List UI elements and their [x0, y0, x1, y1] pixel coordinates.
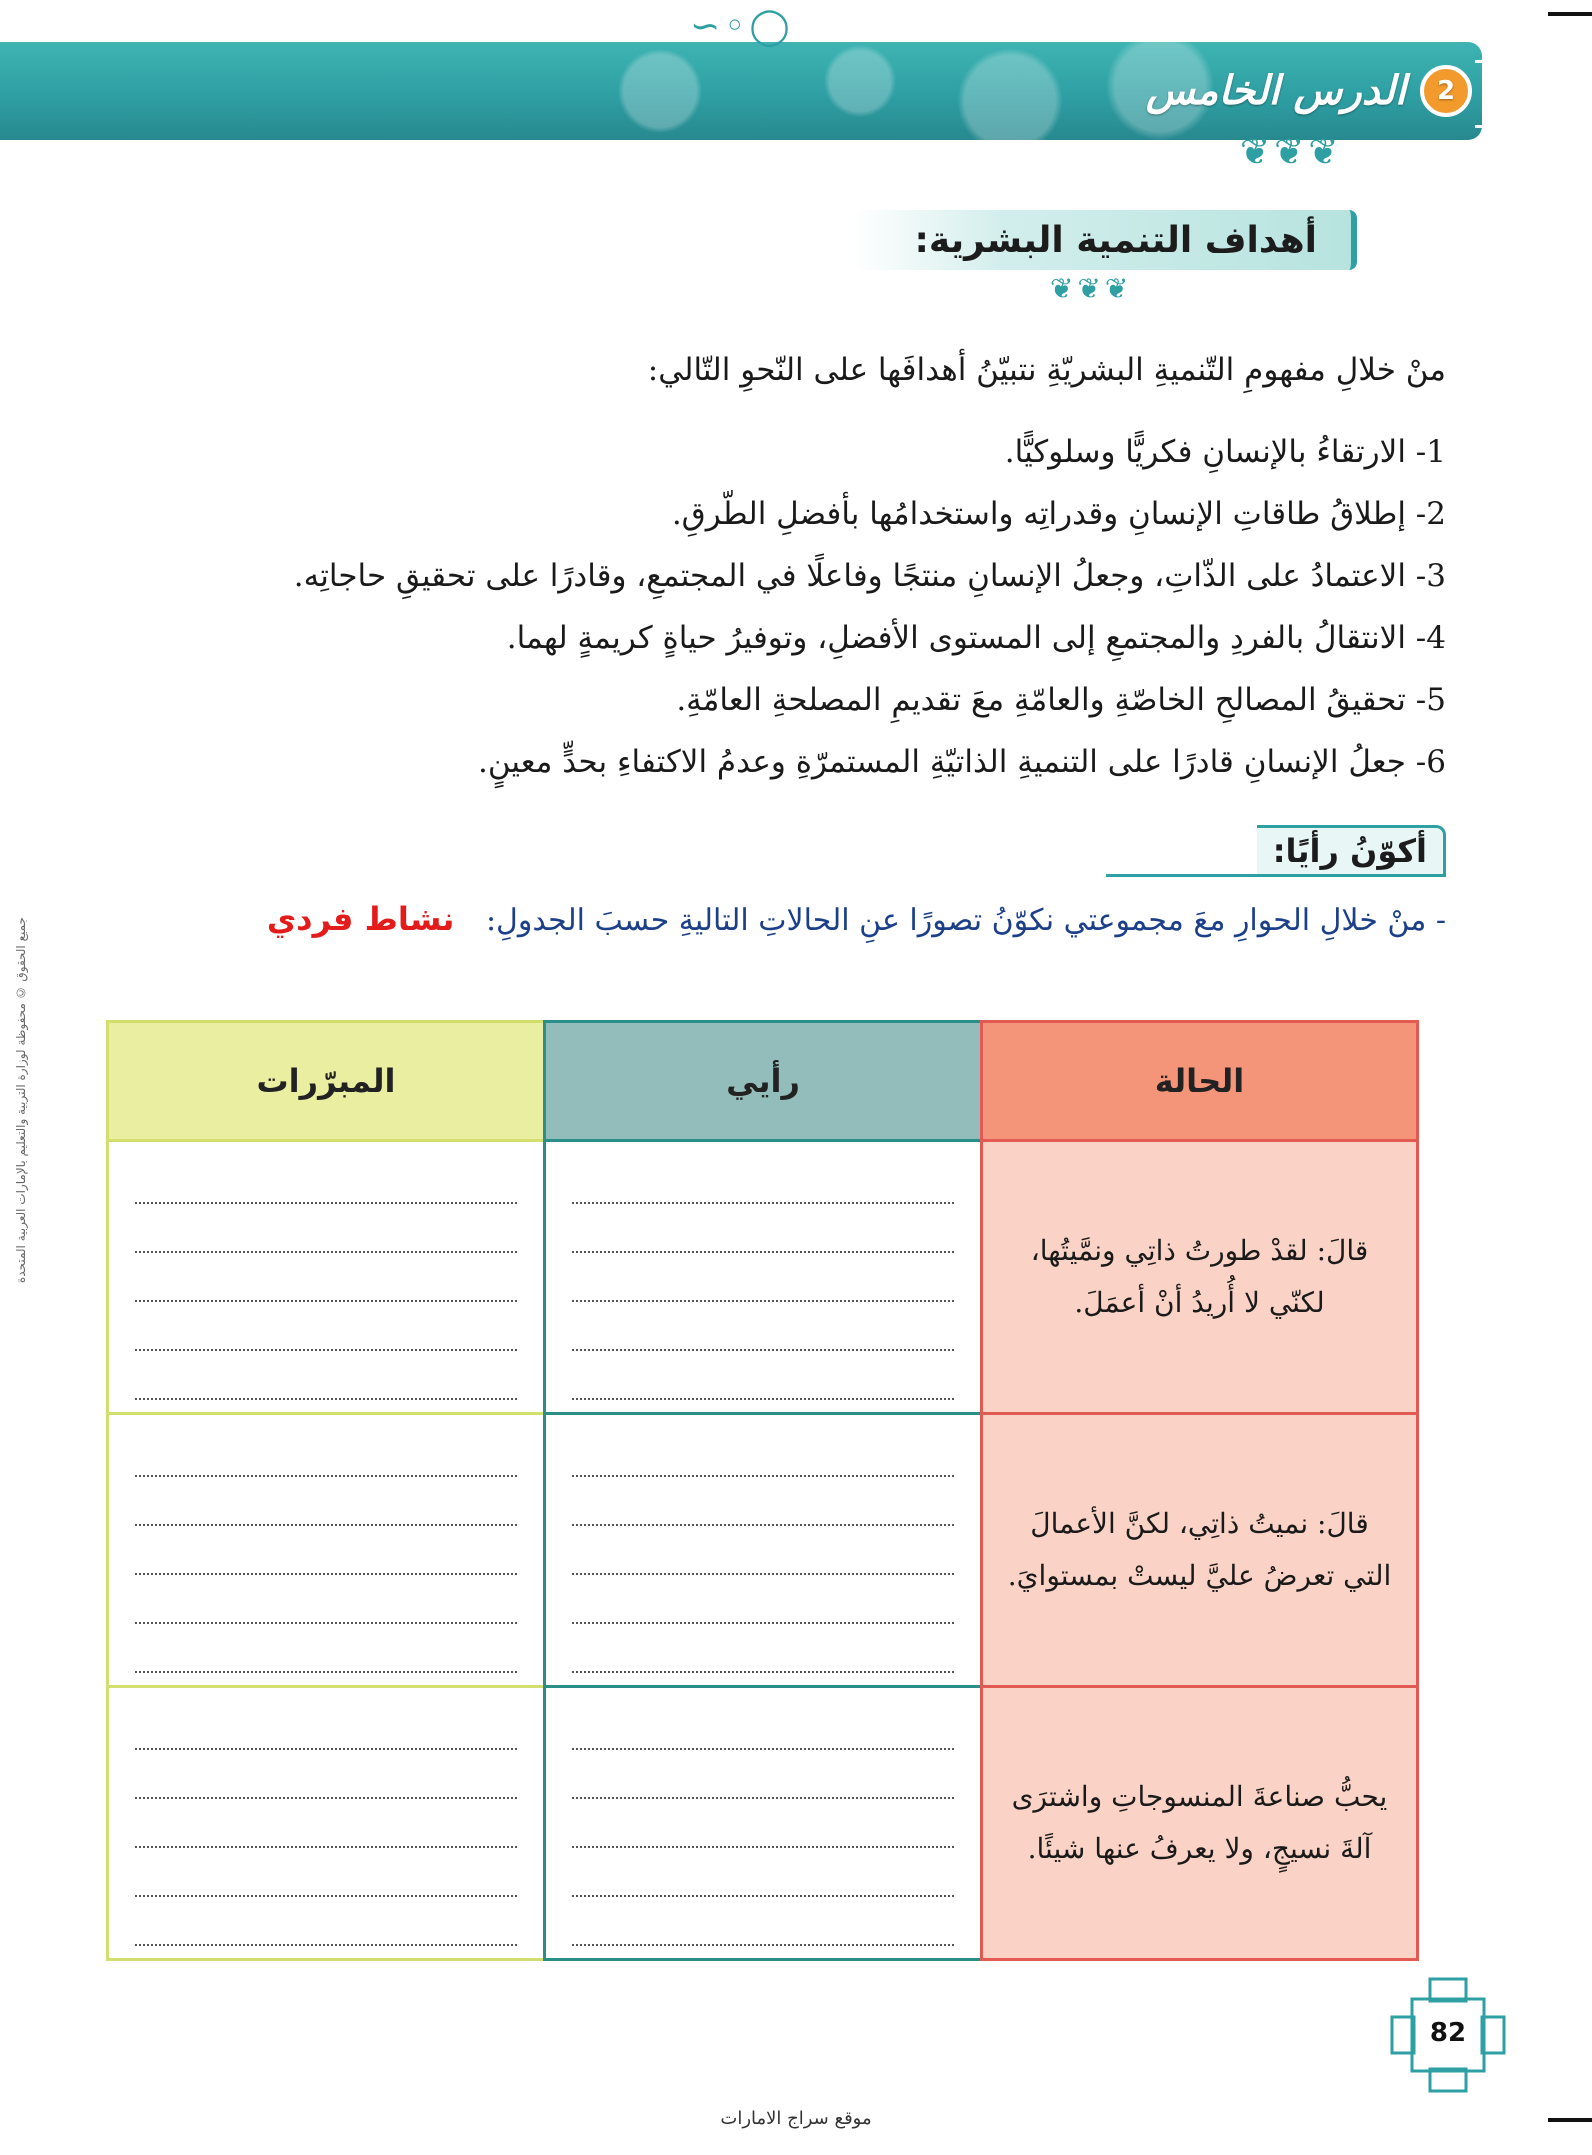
footer-site-name: موقع سراج الامارات: [720, 2108, 872, 2129]
table-header-row: [108, 1022, 1418, 1141]
header-case: الحالة: [982, 1022, 1418, 1141]
table-row: [108, 1414, 1418, 1687]
case-text-line: قالَ: لقدْ طورتُ ذاتِي ونمَّيتُها،: [1030, 1234, 1369, 1267]
goal-item-5: 5- تحقيقُ المصالحِ الخاصّةِ والعامّةِ معَ تقديمِ المصلحةِ العامّةِ.: [676, 682, 1446, 718]
case-cell: [982, 1414, 1418, 1687]
table-row: [108, 1687, 1418, 1960]
header-reasons: المبرّرات: [108, 1022, 545, 1141]
reasons-answer-cell[interactable]: [108, 1414, 545, 1687]
case-cell: [982, 1141, 1418, 1414]
header-bottom-ornament-icon: ❦❦❦: [1240, 132, 1343, 173]
case-text-line: قالَ: نميتُ ذاتِي، لكنَّ الأعمالَ: [1030, 1507, 1369, 1540]
reasons-answer-cell[interactable]: [108, 1141, 545, 1414]
goal-item-1: 1- الارتقاءُ بالإنسانِ فكريًّا وسلوكيًّا.: [1004, 434, 1446, 470]
lesson-title-text: الدرس الخامس: [1145, 68, 1406, 114]
table-row: [108, 1141, 1418, 1414]
reasons-answer-cell[interactable]: [108, 1687, 545, 1960]
goal-item-6: 6- جعلُ الإنسانِ قادرًا على التنميةِ الذاتيّةِ المستمرّةِ وعدمُ الاكتفاءِ بحدٍّ معينٍ.: [477, 744, 1446, 780]
section-heading: أهداف التنمية البشرية:: [854, 210, 1357, 270]
opinion-answer-cell[interactable]: [545, 1414, 982, 1687]
activity-instruction: [146, 900, 1446, 938]
header-bracket-icon: [1475, 60, 1492, 128]
opinion-heading-underline: [1106, 874, 1446, 877]
opinion-heading-label: أكوّنُ رأيًا:: [1257, 825, 1446, 874]
lesson-title: [1146, 42, 1472, 140]
header-ornament: [260, 42, 1260, 140]
opinion-heading: [446, 819, 1446, 877]
opinion-answer-cell[interactable]: [545, 1141, 982, 1414]
header-opinion: رأيي: [545, 1022, 982, 1141]
header-swirl-ornament-icon: ∽◦◯: [690, 6, 794, 47]
side-copyright-note: جميع الحقوق © محفوظة لوزارة التربية والتعليم بالإمارات العربية المتحدة: [14, 917, 28, 1283]
case-text-line: يحبُّ صناعةَ المنسوجاتِ واشترَى: [1011, 1780, 1388, 1813]
case-text-line: آلةَ نسيجٍ، ولا يعرفُ عنها شيئًا.: [1027, 1832, 1372, 1865]
goal-item-2: 2- إطلاقُ طاقاتِ الإنسانِ وقدراتِه واستخدامُها بأفضلِ الطّرقِ.: [671, 496, 1446, 532]
edge-mark-top: [1548, 12, 1592, 16]
page-number: 82: [1429, 2018, 1467, 2048]
case-text-line: التي تعرضُ عليَّ ليستْ بمستوايَ.: [1007, 1559, 1392, 1592]
case-cell: [982, 1687, 1418, 1960]
intro-paragraph: منْ خلالِ مفهومِ التّنميةِ البشريّةِ نتبيّنُ أهدافَها على النّحوِ التّالي:: [647, 352, 1446, 388]
goal-item-3: 3- الاعتمادُ على الذّاتِ، وجعلُ الإنسانِ منتجًا وفاعلًا في المجتمعِ، وقادرًا على تحقيقِ حاجاتِه.: [293, 558, 1446, 594]
instruction-text: - منْ خلالِ الحوارِ معَ مجموعتي نكوّنُ تصورًا عنِ الحالاتِ التاليةِ حسبَ الجدولِ:: [485, 903, 1446, 938]
goal-item-4: 4- الانتقالُ بالفردِ والمجتمعِ إلى المستوى الأفضلِ، وتوفيرُ حياةٍ كريمةٍ لهما.: [506, 620, 1446, 656]
section-heading-ornament-icon: ❦❦❦: [1050, 272, 1133, 305]
activity-type-label: نشاط فردي: [266, 900, 455, 938]
lesson-number-badge: 2: [1420, 65, 1472, 117]
opinion-answer-cell[interactable]: [545, 1687, 982, 1960]
case-text-line: لكنّي لا أُريدُ أنْ أعمَلَ.: [1074, 1286, 1325, 1319]
opinion-table: [106, 1020, 1419, 1961]
